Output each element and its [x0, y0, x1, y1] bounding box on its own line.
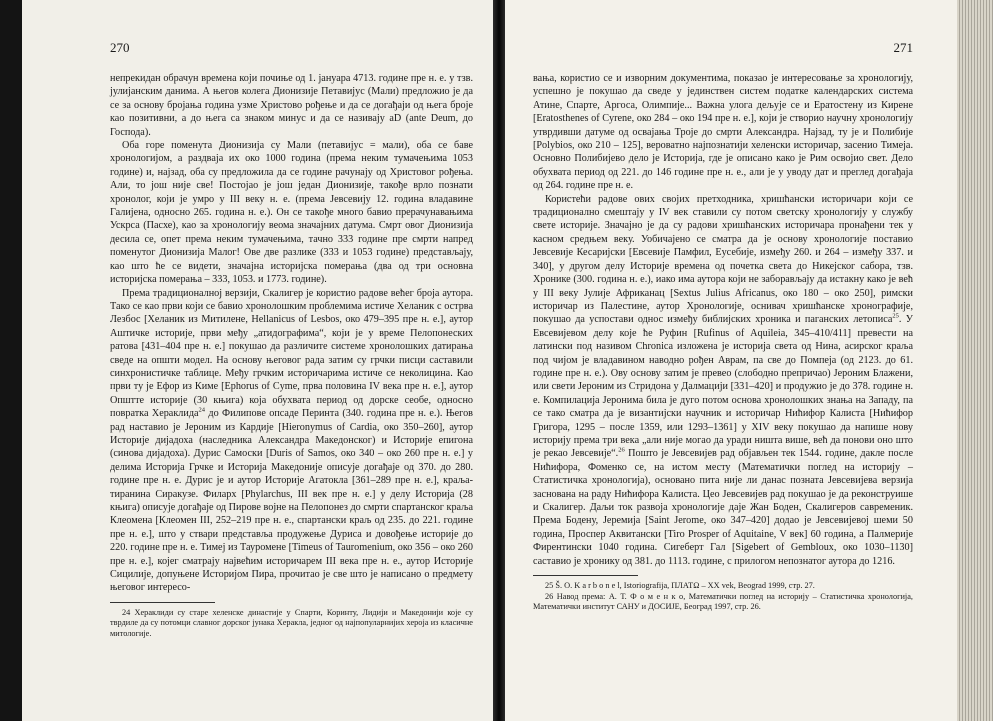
paragraph-text: Пошто је Јевсевијев рад објављен тек 1544. године, дакле после Нићифора, Фоменко се, на истом месту (Математички поглед на историју – Статистичка хронологија), основано пита није ли данас позната Јевсевијева верзија заснована на раду Нићифора Калиста. Цео Јевсевијев рад покушао је да реконструише и Скалигер. Даљи ток развоја хронологије даје Жан Боден, Скалигеров савременик. Према Бодену, Јеремија [Saint Jerome, око 347–420] додао је Јевсевијевој шеми 50 година, Проспер Аквитански [Tiro Prosper of Aquitaine, V век] 60 година, а Палмерије Фирентински 1040 година. Сигеберт Гал [Sigebert of Gembloux, око 1030–1130] саставио је хронику од 381. до 1113. године, с прилогом непознатог аутора до 1216.	[533, 448, 913, 567]
paragraph: вања, користио се и изворним документима, показао је интересовање за хронологију, успешно је покушао да сведе у јединствен систем податке календарских система Атине, Спарте, Аргоса, Олимпије... Важна улога дељује се и Ератостену из Кирене [Eratosthenes of Cyrene, око 284 – око 194 пре н. е.], који је створио научну хронологију утврдивши датуме од освајања Троје до смрти Александра. Најзад, ту је и Полибије [Polybios, око 210 – 125], вероватно најпознатији хеленски историчар, засенио Тимеја. Основно Полибијево дело је Историја, где је описано како је Рим освојио свет. Дело обухвата период од 221. до 146 године пре н. е., али је у уводу дат и преглед догађаја од 264. године пре н. е.	[533, 73, 913, 192]
left-page-body	[110, 72, 473, 595]
right-page	[505, 0, 957, 721]
paragraph: непрекидан обрачун времена који почиње од 1. јануара 4713. године пре н. е. у тзв. јулијанским данима. А његов колега Дионизије Петавијус (Мали) предложио је да се за основу бројања година узме Христово рођење и да се догађаји од њега броје као позитивни, а до њега са знаком минус и да се називају aD (ante Deum, до Господа).	[110, 73, 473, 138]
footnote-ref-25: 25	[892, 312, 899, 320]
left-page	[22, 0, 493, 721]
paragraph-text: Према традиционалној верзији, Скалигер је користио радове већег броја аутора. Тако се као први који се бавио хронолошким проблемима истиче Хеланик с острва Лезбос [Хеланик из Митилене, Hellanicus of Lesbos, око 479–395 пре н. е.], аутор Аштичке историје, први међу „атидографима“, који је у време Пелопонеских ратова [431–404 пре н. е.] покушао да различите системе хронолошких датирања сведе на општи модел. На основу његовог рада затим су грчки писци саставили синхронистичке таблице. Међу грчким историчарима истиче се неколицина. Као први ту је Ефор из Киме [Ephorus of Cyme, прва половина IV века пре н. е.], аутор Општте историје (30 књига) која обухвата период од дорске сеобе, односно повратка Хераклида	[110, 287, 473, 420]
footnote-divider	[110, 602, 215, 603]
page-number-right: 271	[893, 40, 913, 55]
paragraph-text: до Филипове опсаде Перинта (340. година пре н. е.). Његов рад наставио је Јероним из Кардије [Hieronymus of Cardia, око 350–260], аутор Историје дијадоха (наследника Александра Македонског) и Историје епигона (синова дијадоха). Дурис Самоски [Duris of Samos, око 340 – око 260 пре н. е.] у делима Историја Грчке и Историја Македоније описује догађаје од 370. до 280. године пре н. е. Дурис је и аутор Историје Агатокла [361–289 пре н. е.], краља-тиранина Сиракузе. Филарх [Phylarchus, III век пре н. е.] у делу Историја (28 књига) описује догађаје од Пирове војне на Пелопонез до смрти спартанског краља Клеомена [Клеомен III, 252–219 пре н. е., спартански краљ од 235. до 221. године пре н. е.], што у ствари представља продужење Дуриса и довођење историје до 220. године пре н. е. Тимеј из Тауромене [Timeus of Tauromenium, око 356 – око 260 пре н. е.], којег сматрају највећим историчарем III века пре н. е., аутор Историје Сицилије, допуњене Историјом Пира, прочитао је све што је написано о предмету његовог интересо-	[110, 408, 473, 594]
paragraph-text: . У Евсевијевом делу које ће Руфин [Rufinus of Aquileia, 345–410/411] превести на латински под називом Chronica изложена је историја света од Нина, асирског краља под чијом је владавином наводно рођен Аврам, па све до Помпеја (од 2123. до 61. године пре н. е.). Ову основу затим је превео (слободно препричао) Јероним Блажени, или свети Јероним из Стридона у Далмацији [331–420] и продужио је до 378. године н. е. Компилација Јеронима била је дуго потом основа хронолошких знања на Западу, па се тако сматра да је византијски научник и историчар Нићифор Калиста [Нићифор Григора, 1295 – после 1359, или 1293–1361] у XIV веку покушао да напише нову историју према три века „али није могао да уради ништа више, већ да понови оно што је рекао Јевсевије“.	[533, 314, 913, 460]
footnote-divider	[533, 575, 638, 576]
paragraph	[110, 287, 473, 595]
right-page-body	[533, 72, 913, 568]
footnote-26: 26 Навод према: А. Т. Ф о м е н к о, Математички поглед на историју – Статистичка хронологија, Математички институт САНУ и ДОСИЈЕ, Београд 1997, стр. 26.	[533, 591, 913, 612]
footnote-ref-24: 24	[198, 406, 206, 414]
footnote-24: 24 Хераклиди су старе хеленске династије у Спарти, Коринту, Лидији и Македонији које су тврдиле да су потомци славног дорског јунака Херакла, једног од најпопуларнијих хероја из класичне митологије.	[110, 607, 473, 639]
page-number-left: 270	[110, 40, 130, 55]
book-spine	[493, 0, 505, 721]
paragraph	[533, 193, 913, 568]
page-edges	[957, 0, 993, 721]
footnote-ref-26: 26	[618, 446, 625, 454]
paragraph: Оба горе поменута Дионизија су Мали (петавијус = мали), оба се баве хронологијом, а раздваја их око 1000 година (према неким тумачењима 1053 године) и, најзад, оба су предложила да се године рачунају од Христовог рођења. Али, то још није све! Постојао је још један Дионизије, такође врло познати хронолог, који је умро у III веку н. е. (према Јевсевију 12. година владавине Галијена, односно 265. година н. е.). Он се такође много бавио прерачунавањима Ускрса (Пасхе), као за хронологију веома значајних датума. Смрт овог Дионизија десила се, опет према неким тумачењима, тачно 333 године пре смрти напред поменутог Дионизија Малог! Ове две разлике (333 и 1053 године) представљају, као што ће се видети, значајна историјска померања (два од три основна историјска померања – 333, 1053. и 1773. године).	[110, 140, 473, 286]
footnote-25: 25 Š. O. K a r b o n e l, Istoriografija, ПЛАТΩ – XX vek, Beograd 1999, стр. 27.	[545, 581, 815, 591]
paragraph-text: Користећи радове ових својих претходника, хришћански историчари који се традиционално смештају у IV век ставили су потом светску хронологију у службу свете историје. Значајно је да су радови хришћанских историчара пронађени тек у касном средњем веку. Уобичајено се сматра да је основу хронологије поставио Јевсевије Кесаријски [Евсевије Памфил, Eусебије, између 260. и 264 – између 337. и 340], у другом делу Историје времена од почетка света до Никејског сабора, тзв. Хронике (300. година н. е.), иако има аутора који не заборављају да истакну како је већ у III веку Јулије Африканац [Sextus Julius Africanus, око 180 – око 250], римски историчар из Палестине, аутор Хронологије, оснивач хришћанске хронографије, покушао да успостави однос између библијских хроника и паганских летописа	[533, 193, 913, 326]
